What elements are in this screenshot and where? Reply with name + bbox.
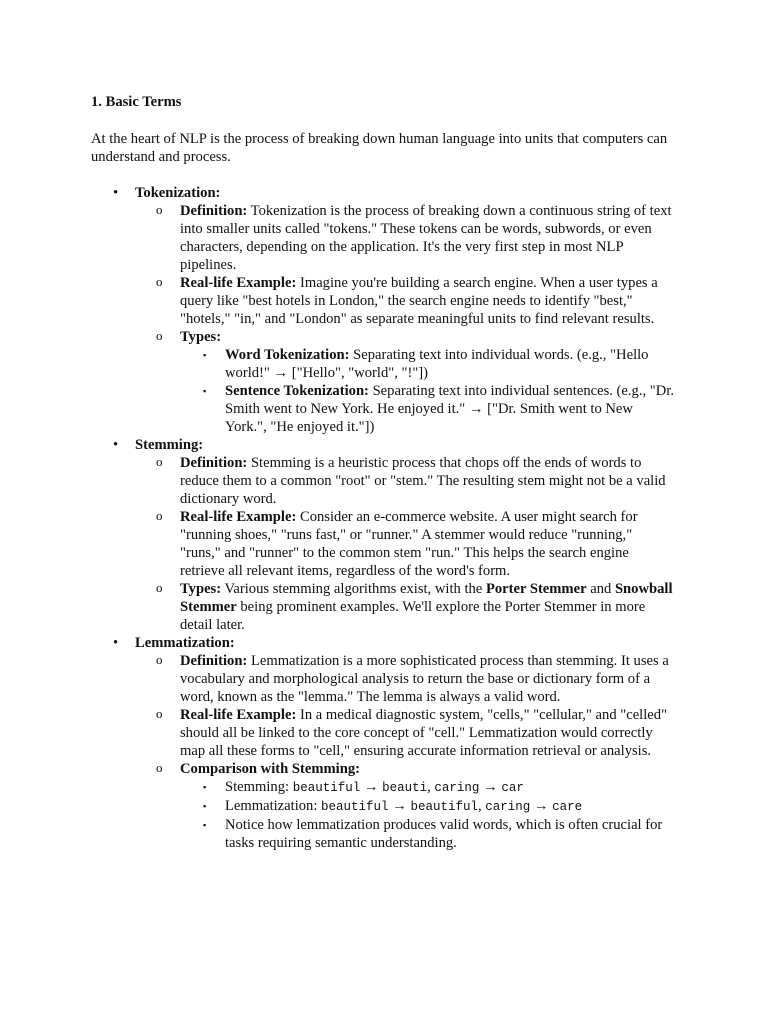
example-item [135, 508, 676, 580]
square-bullet-icon: ▪ [203, 386, 207, 396]
code-word: beautiful [321, 800, 389, 814]
arrow: → [530, 798, 553, 814]
definition-text: Stemming is a heuristic process that chops off the ends of words to reduce them to a common "root" or "stem." The resulting stem might not be a valid dictionary word. [180, 455, 666, 507]
types-label: Types: [180, 329, 222, 345]
term-stemming [91, 436, 691, 634]
snowball-stemmer-term: Snowball Stemmer [180, 581, 673, 615]
circle-bullet-icon: o [156, 508, 163, 523]
types-text: Various stemming algorithms exist, with the [221, 581, 486, 597]
comparison-lemmatization [180, 797, 677, 816]
document-page [91, 92, 691, 852]
code-word: beautiful [410, 800, 478, 814]
notice-text: Notice how lemmatization produces valid words, which is often crucial for tasks requiring semantic understanding. [225, 817, 663, 851]
arrow: → [360, 779, 383, 795]
code-word: care [552, 800, 583, 814]
circle-bullet-icon: o [156, 274, 163, 289]
types-item [135, 580, 676, 634]
term-details [135, 454, 691, 634]
comparison-list [180, 778, 676, 852]
definition-text: Tokenization is the process of breaking down a continuous string of text into smaller units called "tokens." These tokens can be words, subwords, or even characters, depending on the application. It's the very first step in most NLP pipelines. [180, 203, 672, 273]
term-tokenization [91, 184, 691, 436]
square-bullet-icon: ▪ [203, 782, 207, 792]
type-text: Separating text into individual sentences. (e.g., "Dr. Smith went to New York. He enjoyed it." → ["Dr. Smith went to New York.", "He enjoyed it."]) [225, 383, 674, 435]
example-text: Consider an e-commerce website. A user might search for "running shoes," "runs fast," or "runner." A stemmer would reduce "running," "runs," and "runner" to the common stem "run." This helps the search engine retrieve all relevant items, regardless of the word's form. [180, 509, 638, 579]
example-item [135, 274, 676, 328]
code-word: caring [434, 781, 480, 795]
term-lemmatization [91, 634, 691, 852]
separator: , [427, 779, 435, 795]
definition-item [135, 454, 676, 508]
bullet-icon: • [113, 185, 119, 201]
circle-bullet-icon: o [156, 202, 163, 217]
example-text: In a medical diagnostic system, "cells," "cellular," and "celled" should all be linked to the core concept of "cell." Lemmatization would correctly map all these forms to "cell," ensuring accurate information retrieval or analysis. [180, 707, 668, 759]
separator: , [477, 798, 486, 814]
square-bullet-icon: ▪ [203, 820, 207, 830]
type-sentence-tokenization [180, 382, 677, 436]
comparison-item [135, 760, 676, 852]
comparison-label: Comparison with Stemming: [180, 761, 360, 777]
bullet-icon: • [113, 635, 119, 651]
types-label: Types: [180, 581, 222, 597]
type-label: Sentence Tokenization: [225, 383, 369, 399]
porter-stemmer-term: Porter Stemmer [485, 581, 587, 597]
square-bullet-icon: ▪ [203, 350, 207, 360]
types-list [180, 346, 676, 436]
code-word: beautiful [292, 781, 361, 795]
type-label: Word Tokenization: [225, 347, 350, 363]
circle-bullet-icon: o [156, 580, 163, 595]
type-text: Separating text into individual words. (e.g., "Hello world!" → ["Hello", "world", "!"]) [225, 347, 649, 381]
comparison-notice [180, 816, 677, 852]
circle-bullet-icon: o [156, 652, 163, 667]
circle-bullet-icon: o [156, 454, 163, 469]
arrow: → [388, 798, 411, 814]
term-details [135, 652, 691, 852]
code-word: caring [485, 800, 531, 814]
types-text: and [586, 581, 615, 597]
code-word: beauti [382, 781, 428, 795]
example-item [135, 706, 676, 760]
term-details [135, 202, 691, 436]
circle-bullet-icon: o [156, 706, 163, 721]
term-title: Stemming: [135, 437, 204, 453]
definition-item [135, 202, 676, 274]
comparison-stemming [180, 778, 677, 797]
intro-paragraph: At the heart of NLP is the process of breaking down human language into units that computers can understand and process. [91, 131, 668, 165]
code-word: car [501, 781, 524, 795]
example-label: Real-life Example: [180, 275, 297, 291]
definition-label: Definition: [180, 653, 248, 669]
type-word-tokenization [180, 346, 677, 382]
square-bullet-icon: ▪ [203, 801, 207, 811]
section-heading: 1. Basic Terms [91, 94, 182, 110]
circle-bullet-icon: o [156, 760, 163, 775]
example-text: Imagine you're building a search engine. When a user types a query like "best hotels in London," the search engine needs to identify "best," "hotels," "in," and "London" as separate meaningful units to find relevant results. [180, 275, 658, 327]
term-title: Lemmatization: [135, 635, 235, 651]
types-item [135, 328, 676, 436]
comparison-method-label: Lemmatization: [225, 798, 322, 814]
example-label: Real-life Example: [180, 509, 297, 525]
definition-label: Definition: [180, 203, 248, 219]
definition-label: Definition: [180, 455, 248, 471]
comparison-method-label: Stemming: [225, 779, 293, 795]
definition-text: Lemmatization is a more sophisticated process than stemming. It uses a vocabulary and morphological analysis to return the base or dictionary form of a word, known as the "lemma." The lemma is always a valid word. [180, 653, 669, 705]
types-text: being prominent examples. We'll explore the Porter Stemmer in more detail later. [180, 599, 646, 633]
arrow: → [479, 779, 502, 795]
terms-list [91, 184, 691, 852]
circle-bullet-icon: o [156, 328, 163, 343]
bullet-icon: • [113, 437, 119, 453]
term-title: Tokenization: [135, 185, 221, 201]
example-label: Real-life Example: [180, 707, 297, 723]
definition-item [135, 652, 676, 706]
